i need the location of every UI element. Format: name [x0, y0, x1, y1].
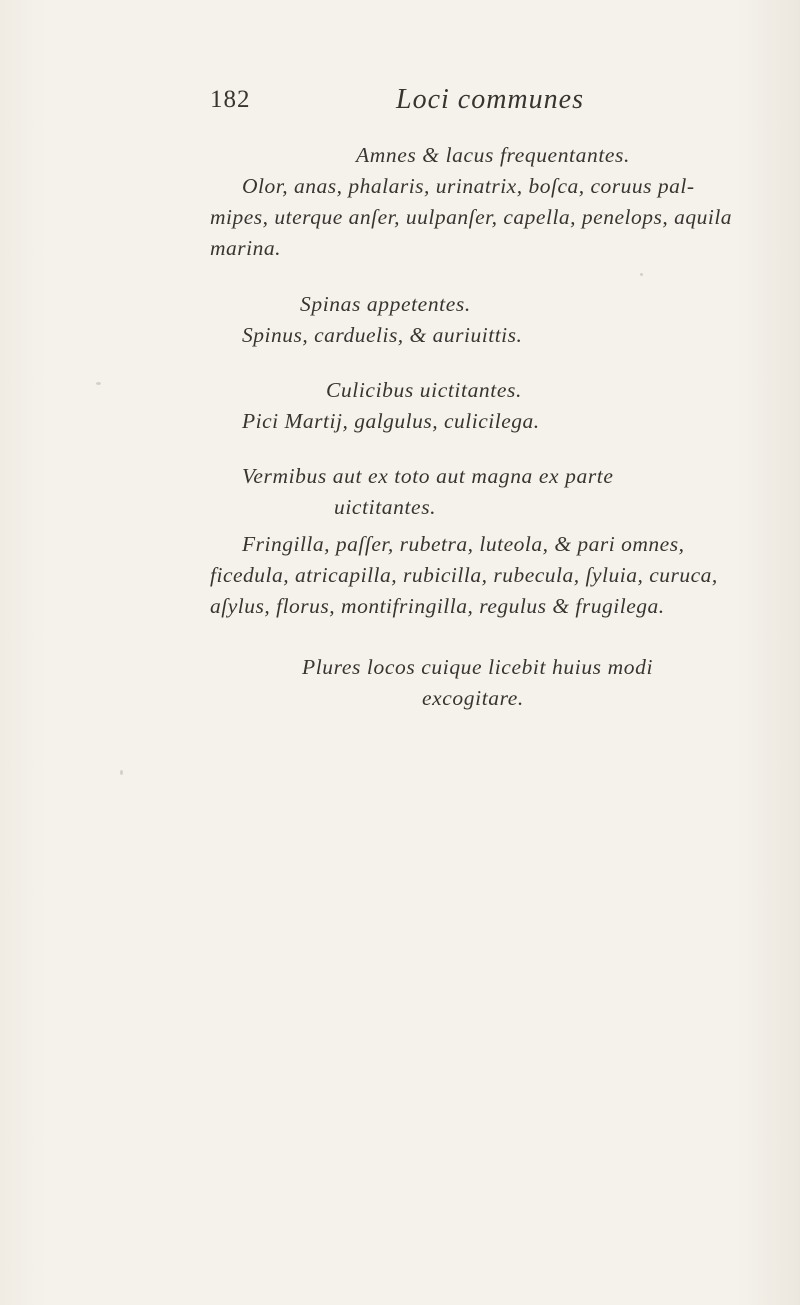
- section-text: [210, 320, 776, 351]
- closing-line: Plures locos cuique licebit huius modi: [302, 655, 654, 679]
- section-text: [210, 171, 776, 264]
- text-line: mipes, uterque anſer, uulpanſer, capella, penelops, aquila: [210, 205, 733, 229]
- page-body: [210, 140, 776, 714]
- text-line: Pici Martij, galgulus, culicilega.: [242, 409, 540, 433]
- section-heading: Amnes & lacus frequentantes.: [356, 143, 630, 167]
- section-text: [210, 406, 776, 437]
- closing-line-continued: excogitare.: [422, 686, 524, 710]
- text-line: Spinus, carduelis, & auriuittis.: [242, 323, 523, 347]
- page-number: 182: [210, 86, 251, 113]
- text-line: ficedula, atricapilla, rubicilla, rubecula, ſyluia, curuca,: [210, 563, 718, 587]
- text-line: Fringilla, paſſer, rubetra, luteola, & pari omnes,: [242, 532, 685, 556]
- running-head: [200, 78, 600, 118]
- section-heading: Spinas appetentes.: [300, 292, 471, 316]
- section-heading: Vermibus aut ex toto aut magna ex parte: [242, 464, 614, 488]
- paper-spot: [96, 382, 101, 385]
- section-text: [210, 529, 776, 622]
- paper-spot: [120, 770, 123, 775]
- section-heading: Culicibus uictitantes.: [326, 378, 522, 402]
- paper-spot: [640, 273, 643, 276]
- text-line: aſylus, florus, montifringilla, regulus & frugilega.: [210, 594, 665, 618]
- text-line: Olor, anas, phalaris, urinatrix, boſca, coruus pal-: [242, 174, 695, 198]
- text-line: marina.: [210, 236, 281, 260]
- running-title: Loci communes: [396, 84, 584, 115]
- section-heading-continued: uictitantes.: [334, 495, 437, 519]
